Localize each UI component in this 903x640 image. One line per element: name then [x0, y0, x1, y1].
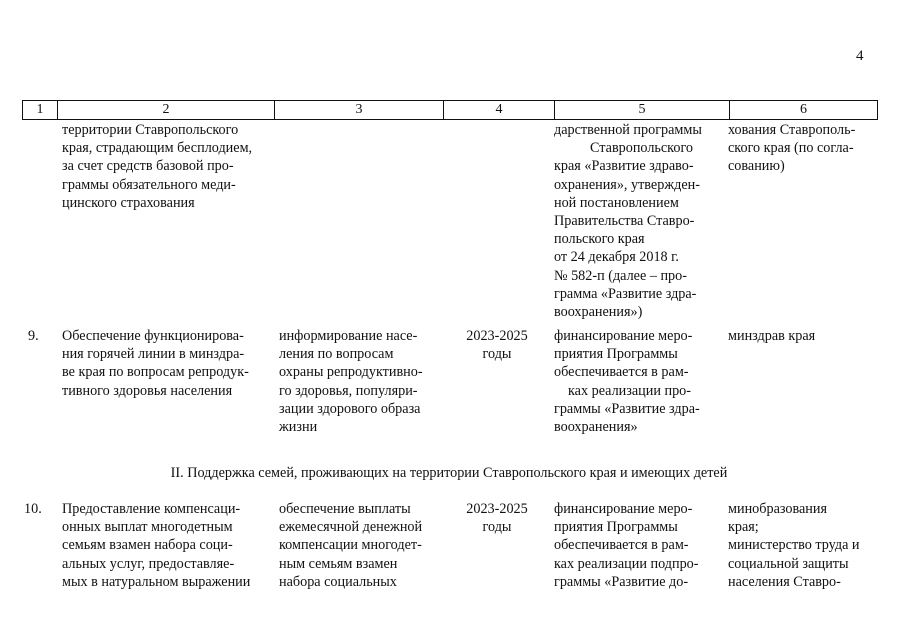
text-line: охранения», утвержден-	[554, 176, 700, 193]
text-line: территории Ставропольского	[62, 122, 239, 138]
text-line: граммы «Развитие до-	[554, 573, 689, 590]
row-10-col3	[279, 500, 441, 591]
header-col-2: 2	[58, 101, 275, 119]
header-col-3: 3	[275, 101, 444, 119]
text-line: Предоставление компенсаци-	[62, 501, 241, 517]
text-line: ным семьям взамен	[279, 555, 398, 572]
text-line: ния горячей линии в минздра-	[62, 346, 245, 363]
text-line: обеспечивается в рам-	[554, 537, 689, 554]
text-line: Ставропольского	[590, 140, 694, 157]
text-line: края;	[728, 519, 759, 536]
text-line: ского края (по согла-	[728, 140, 854, 157]
text-line: 2023-2025	[466, 328, 528, 344]
text-line: жизни	[279, 419, 318, 436]
text-line: охраны репродуктивно-	[279, 364, 423, 381]
text-line: цинского страхования	[62, 194, 195, 211]
text-line: онных выплат многодетным	[62, 519, 233, 536]
page-number: 4	[856, 48, 864, 64]
text-line: мых в натуральном выражении	[62, 573, 251, 590]
text-line: 2023-2025	[466, 501, 528, 517]
text-line: края, страдающим бесплодием,	[62, 140, 253, 157]
text-line: Правительства Ставро-	[554, 213, 695, 230]
text-line: информирование насе-	[279, 328, 418, 344]
text-line: дарственной программы	[554, 122, 702, 138]
text-line: грамма «Развитие здра-	[554, 285, 697, 302]
row-9-col2	[62, 327, 268, 400]
text-line: населения Ставро-	[728, 573, 841, 590]
row-10-col4	[447, 500, 547, 536]
header-col-4: 4	[444, 101, 555, 119]
text-line: ках реализации подпро-	[554, 555, 699, 572]
text-line: сованию)	[728, 158, 785, 175]
row-cont-col6	[728, 121, 874, 176]
text-line: ках реализации про-	[568, 382, 692, 399]
text-line: социальной защиты	[728, 555, 849, 572]
text-line: от 24 декабря 2018 г.	[554, 249, 679, 266]
row-9-col3	[279, 327, 441, 436]
text-line: приятия Программы	[554, 346, 678, 363]
row-10-col5	[554, 500, 718, 591]
row-cont-col5	[554, 121, 718, 321]
row-9-col4	[447, 327, 547, 363]
text-line: ве края по вопросам репродук-	[62, 364, 249, 381]
text-line: хования Ставрополь-	[728, 122, 856, 138]
table-header-row	[22, 100, 878, 120]
text-line: польского края	[554, 231, 645, 248]
text-line: финансирование меро-	[554, 328, 693, 344]
text-line: Обеспечение функционирова-	[62, 328, 244, 344]
text-line: за счет средств базовой про-	[62, 158, 234, 175]
text-line: минздрав края	[728, 328, 816, 344]
text-line: семьям взамен набора соци-	[62, 537, 233, 554]
text-line: ления по вопросам	[279, 346, 394, 363]
row-9-number: 9.	[28, 328, 39, 344]
row-9-col5	[554, 327, 718, 436]
row-10-number: 10.	[24, 501, 42, 517]
text-line: альных услуг, предоставляе-	[62, 555, 235, 572]
text-line: края «Развитие здраво-	[554, 158, 694, 175]
text-line: финансирование меро-	[554, 501, 693, 517]
header-col-5: 5	[555, 101, 730, 119]
text-line: № 582-п (далее – про-	[554, 267, 687, 284]
text-line: обеспечивается в рам-	[554, 364, 689, 381]
text-line: компенсации многодет-	[279, 537, 422, 554]
text-line: обеспечение выплаты	[279, 501, 411, 517]
text-line: годы	[482, 519, 512, 536]
text-line: тивного здоровья населения	[62, 382, 233, 399]
text-line: го здоровья, популяри-	[279, 382, 418, 399]
text-line: ежемесячной денежной	[279, 519, 423, 536]
row-cont-col2	[62, 121, 266, 212]
row-9-col6	[728, 327, 874, 345]
text-line: воохранения»	[554, 419, 638, 436]
row-10-col6	[728, 500, 874, 591]
text-line: министерство труда и	[728, 537, 860, 554]
text-line: ной постановлением	[554, 194, 679, 211]
text-line: годы	[482, 346, 512, 363]
row-10-col2	[62, 500, 268, 591]
text-line: граммы «Развитие здра-	[554, 400, 700, 417]
text-line: минобразования	[728, 501, 828, 517]
header-col-6: 6	[800, 102, 807, 117]
text-line: воохранения»)	[554, 304, 643, 321]
text-line: граммы обязательного меди-	[62, 176, 236, 193]
header-col-1: 1	[23, 101, 58, 119]
text-line: набора социальных	[279, 573, 397, 590]
text-line: приятия Программы	[554, 519, 678, 536]
text-line: зации здорового образа	[279, 400, 421, 417]
section-title: II. Поддержка семей, проживающих на территории Ставропольского края и имеющих детей	[170, 465, 728, 481]
